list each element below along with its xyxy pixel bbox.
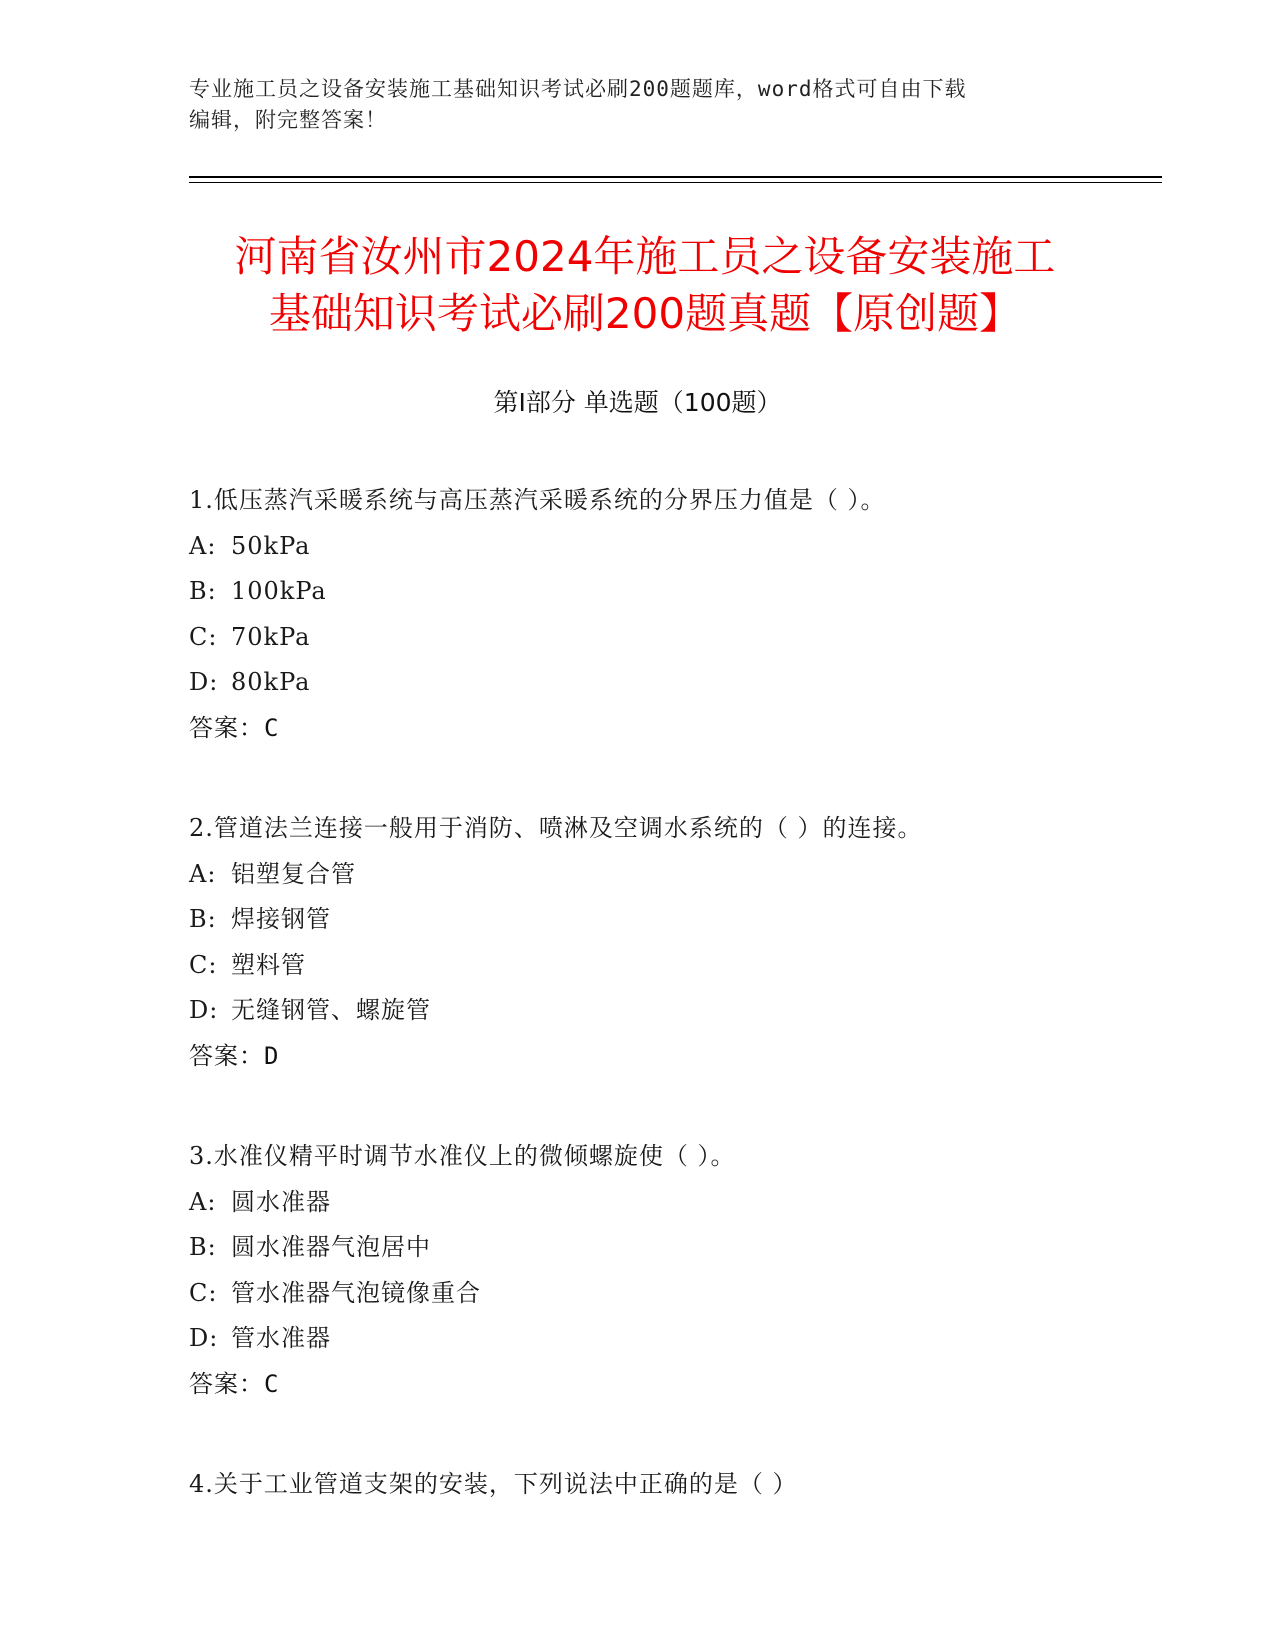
option-text: 铝塑复合管 [231,859,356,888]
document-title-line2: 基础知识考试必刷200题真题【原创题】 [268,289,1022,338]
header-divider-thin [189,182,1162,183]
question-stem: 4.关于工业管道支架的安装，下列说法中正确的是（ ） [189,1470,798,1498]
option-a [189,524,1149,570]
header-note-line1: 专业施工员之设备安装施工基础知识考试必刷200题题库，word格式可自由下载 [189,77,967,101]
question-1 [189,478,1149,751]
option-text: 塑料管 [231,950,306,979]
option-text: 80kPa [231,668,311,696]
header-note-line2: 编辑，附完整答案！ [189,108,387,132]
option-c [189,1271,1149,1317]
option-key: B: [189,1233,217,1261]
question-3 [189,1134,1149,1407]
question-stem: 2.管道法兰连接一般用于消防、喷淋及空调水系统的（ ）的连接。 [189,814,923,842]
option-key: A: [189,859,217,888]
question-stem: 3.水准仪精平时调节水准仪上的微倾螺旋使（ ）。 [189,1142,736,1170]
option-key: D: [189,1324,219,1352]
header-divider-thick [189,176,1162,178]
option-text: 管水准器气泡镜像重合 [231,1278,481,1307]
option-key: A: [189,531,217,560]
option-key: C: [189,950,218,979]
question-2 [189,806,1149,1079]
answer: 答案：C [189,1369,280,1398]
section-title: 第Ⅰ部分 单选题（100题） [493,388,782,417]
option-b [189,569,1149,615]
document-title [160,228,1130,342]
option-text: 无缝钢管、螺旋管 [231,996,431,1024]
option-key: A: [189,1187,217,1216]
option-d [189,988,1149,1034]
option-key: B: [189,905,217,933]
option-text: 焊接钢管 [231,905,331,933]
option-c [189,615,1149,661]
option-key: C: [189,1278,218,1307]
option-text: 管水准器 [231,1324,331,1352]
option-d [189,1316,1149,1362]
document-title-line1: 河南省汝州市2024年施工员之设备安装施工 [234,232,1056,281]
option-a [189,852,1149,898]
option-key: C: [189,622,218,651]
question-stem: 1.低压蒸汽采暖系统与高压蒸汽采暖系统的分界压力值是（ ）。 [189,486,886,514]
answer: 答案：C [189,713,280,742]
option-text: 100kPa [231,577,327,605]
option-b [189,1225,1149,1271]
option-c [189,943,1149,989]
option-text: 70kPa [231,622,311,651]
option-text: 50kPa [231,531,311,560]
question-list [189,478,1149,1563]
option-key: D: [189,996,219,1024]
option-d [189,660,1149,706]
option-key: B: [189,577,217,605]
option-key: D: [189,668,219,696]
option-b [189,897,1149,943]
option-a [189,1180,1149,1226]
option-text: 圆水准器气泡居中 [231,1233,431,1261]
answer: 答案：D [189,1041,280,1070]
header-note [189,74,1089,136]
option-text: 圆水准器 [231,1187,331,1216]
question-4 [189,1462,1149,1508]
